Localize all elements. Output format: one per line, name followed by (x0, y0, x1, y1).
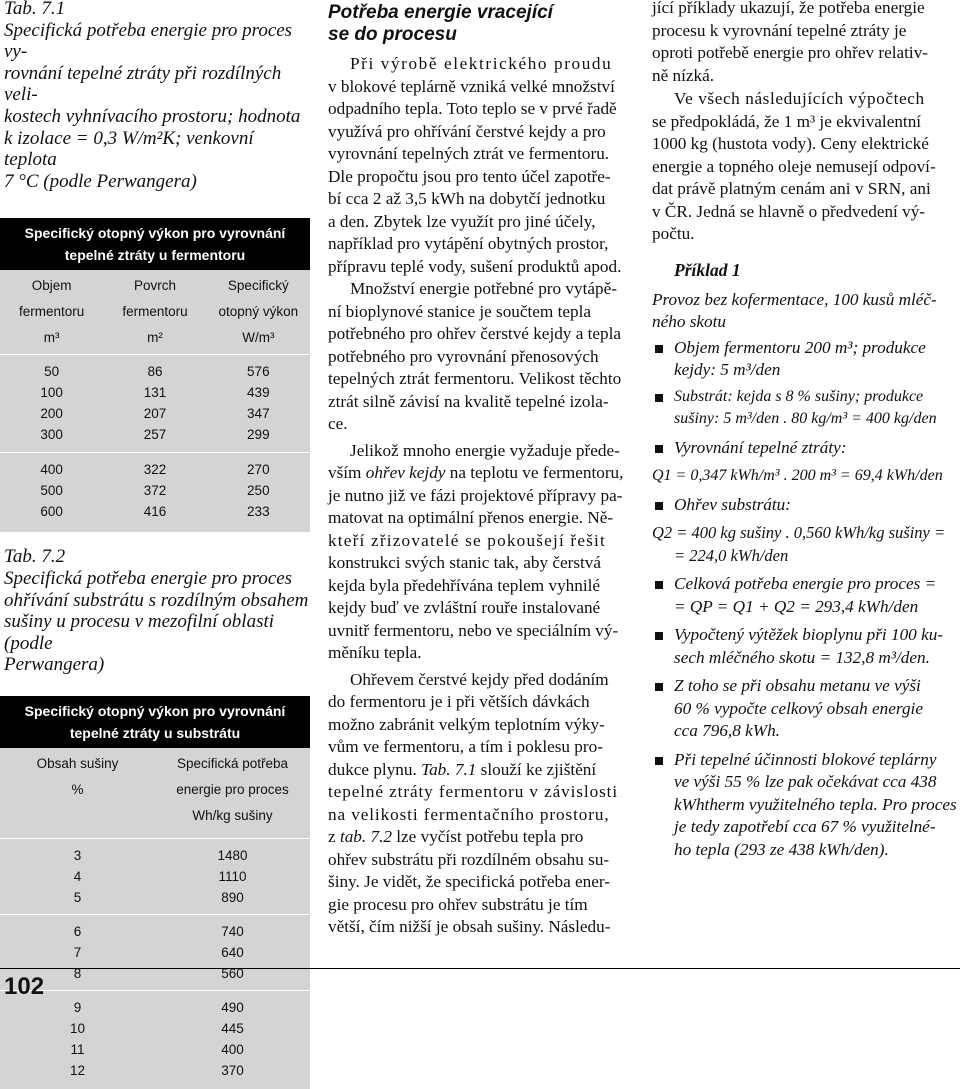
header-text: Specifický (227, 278, 289, 294)
table2-title-line: Specifický otopný výkon pro vyrovnání (24, 702, 286, 719)
text-line: Při výrobě elektrického proudu (350, 54, 613, 73)
header-text: Objem (31, 278, 72, 294)
header-unit: Wh/kg sušiny (192, 807, 273, 823)
table-reference: tab. 7.2 (339, 827, 392, 846)
text-line: energie a topného oleje nemusejí odpoví- (652, 156, 936, 176)
formula-q2 (652, 522, 960, 567)
text-line: Ohřevem čerstvé kejdy před dodáním (350, 669, 609, 689)
cell: 207 (143, 406, 167, 422)
cell: 250 (247, 483, 270, 499)
cell: 1480 (217, 847, 248, 863)
text-line: vyrovnání tepelných ztrát ve fermentoru. (328, 144, 610, 163)
text-line: tepelné ztráty fermentoru v závislosti (328, 782, 619, 801)
formula-q1: Q1 = 0,347 kWh/m³ . 200 m³ = 69,4 kWh/den (652, 467, 943, 484)
text-line (328, 759, 634, 782)
col-values (103, 361, 206, 445)
text-line: cca 796,8 kWh. (674, 721, 780, 740)
bullet-total-energy (652, 573, 960, 618)
text-line: přípravu teplé vody, sušení produktů apod. (328, 256, 622, 276)
text-line: ohřev substrátu při rozdílném obsahu su- (328, 849, 610, 869)
text-line: = 224,0 kWh/den (674, 545, 789, 565)
text-line: měníku tepla. (328, 643, 422, 662)
text-line: Jelikož mnoho energie vyžaduje přede- (350, 440, 620, 460)
cell: 600 (40, 504, 63, 520)
text-span: na teplotu ve fermentoru, (445, 463, 624, 482)
table1-header (0, 270, 310, 355)
text-line: využívá pro ohřívání čerstvé kejdy a pro (328, 121, 606, 141)
table1 (0, 218, 310, 532)
bullet-biogas-yield (652, 624, 960, 669)
table1-caption-number: Tab. 7.1 (4, 0, 66, 19)
cell: 11 (70, 1041, 85, 1057)
table1-caption (0, 0, 310, 192)
text-line: se předpokládá, že 1 m³ je ekvivalentní (652, 111, 922, 131)
page-footer (0, 968, 960, 1005)
text-line: na velikosti fermentačního prostoru, (328, 804, 610, 824)
col-values (0, 845, 155, 908)
bullet-substrate-heating (652, 494, 960, 517)
bullet-methane (652, 675, 960, 743)
text-line: větší, čím nižší je obsah sušiny. Následu- (328, 917, 611, 936)
cell: 560 (221, 965, 244, 981)
table1-col-volume (0, 270, 103, 354)
cell: 500 (40, 483, 63, 499)
text-line: například pro vytápění obytných prostor, (328, 234, 609, 253)
emphasis: ohřev kejdy (365, 463, 446, 482)
cell: 439 (247, 385, 270, 401)
text-span: z (328, 827, 340, 846)
text-line: oproti potřebě energie pro ohřev relativ- (652, 43, 929, 62)
table2-group (0, 991, 310, 1089)
text-line: ve výši 55 % lze pak očekávat cca 438 (674, 772, 937, 791)
table2-col-drymatter (0, 748, 155, 832)
table-reference: Tab. 7.1 (421, 759, 477, 779)
text-line (328, 826, 634, 849)
bullet-chp-efficiency (652, 749, 960, 862)
cell: 4 (73, 868, 82, 884)
text-line: odpadního tepla. Toto teplo se v prvé řadě (328, 99, 617, 118)
text-line: gie procesu pro ohřev substrátu je tím (328, 894, 588, 914)
heading-line: Potřeba energie vracející (328, 2, 553, 23)
col-values (207, 459, 310, 522)
text-line: dat právě platným cenám ani v SRN, ani (652, 179, 931, 198)
text-line: tepelných ztrát fermentoru. Velikost těchto (328, 369, 622, 388)
text-line: 60 % vypočte celkový obsah energie (674, 698, 923, 718)
cell: 576 (247, 364, 270, 380)
cell: 1110 (218, 868, 247, 884)
table1-title (0, 218, 310, 270)
cell: 740 (221, 923, 244, 939)
col-values (103, 459, 206, 522)
text-line: konstrukci svých stanic tak, aby čerstvá (328, 553, 602, 572)
bullet-volume (652, 337, 960, 382)
bullet-heat-loss (652, 437, 960, 460)
continued-paragraph (652, 0, 960, 87)
table2-caption-line: Specifická potřeba energie pro proces (4, 567, 293, 589)
text-line: Ohřev substrátu: (674, 494, 791, 514)
col-values (155, 845, 310, 908)
table2-group (0, 839, 310, 915)
section-heading (328, 2, 634, 46)
text-line: matovat na optimální přenos energie. Ně- (328, 508, 614, 527)
cell: 370 (221, 1062, 244, 1078)
table1-caption-line: rovnání tepelné ztráty při rozdílných veli- (4, 62, 282, 106)
paragraph-3 (328, 440, 634, 665)
table1-caption-line: Specifická potřeba energie pro proces vy- (4, 19, 293, 63)
col-values (155, 997, 310, 1081)
text-line: do fermentoru je i při větších dávkách (328, 692, 590, 711)
table2-caption-line: ohřívání substrátu s rozdílným obsahem (4, 589, 309, 611)
cell: 12 (69, 1062, 86, 1078)
table2-header (0, 748, 310, 839)
header-unit: W/m³ (242, 330, 275, 346)
table1-group (0, 453, 310, 532)
text-line: je nutno již ve fázi projektové přípravy pa- (328, 485, 623, 505)
cell: 131 (143, 385, 167, 401)
text-line: potřebného pro vyrovnání přenosových (328, 346, 599, 366)
cell: 372 (143, 483, 167, 499)
header-text: fermentoru (19, 304, 85, 320)
text-line: Objem fermentoru 200 m³; produkce (674, 337, 926, 357)
text-line: Provoz bez kofermentace, 100 kusů mléč- (652, 289, 937, 309)
cell: 400 (221, 1041, 244, 1057)
table2-col-energy (155, 748, 310, 832)
table1-title-line: tepelné ztráty u fermentoru (64, 247, 246, 264)
text-line: v blokové teplárně vzniká velké množství (328, 76, 615, 96)
cell: 10 (69, 1020, 86, 1036)
text-line: Z toho se při obsahu metanu ve výši (674, 676, 921, 695)
header-text: energie pro proces (176, 781, 289, 797)
cell: 86 (147, 364, 163, 380)
header-text: Specifická potřeba (176, 755, 289, 771)
text-line: uvnitř fermentoru, nebo ve speciálním vý- (328, 620, 619, 640)
header-text: Povrch (133, 278, 176, 294)
cell: 890 (221, 889, 244, 905)
text-line: sech mléčného skotu = 132,8 m³/den. (674, 647, 930, 667)
cell: 490 (221, 999, 244, 1015)
text-line: kejdy: 5 m³/den (674, 360, 781, 379)
text-line: jící příklady ukazují, že potřeba energie (652, 0, 925, 17)
table2-caption-number: Tab. 7.2 (4, 546, 66, 568)
cell: 9 (73, 999, 82, 1015)
cell: 50 (44, 364, 60, 380)
table1-col-power (207, 270, 310, 354)
text-line: ho tepla (293 ze 438 kWh/den). (674, 839, 889, 859)
cell: 299 (247, 427, 270, 443)
text-line: kejdy buď ve zvláštní rouře instalované (328, 598, 601, 617)
page-number: 102 (4, 973, 45, 1000)
text-span: vším (328, 463, 366, 482)
text-line: Při tepelné účinnosti blokové teplárny (674, 749, 937, 769)
paragraph-4 (328, 669, 634, 939)
cell: 322 (143, 462, 167, 478)
cell: 8 (73, 965, 82, 981)
table2-caption (0, 546, 310, 676)
text-line: a den. Zbytek lze využít pro jiné účely, (328, 211, 596, 231)
text-line: kejda byla předehřívána teplem vyhnilé (328, 575, 601, 595)
text-line: Dle propočtu jsou pro tento účel zapotře- (328, 166, 611, 186)
table1-col-surface (103, 270, 206, 354)
text-line: Celková potřeba energie pro proces = (674, 574, 937, 593)
cell: 5 (73, 889, 82, 905)
bullet-substrate (652, 386, 960, 431)
table2-title-line: tepelné ztráty u substrátu (69, 724, 241, 741)
table2 (0, 696, 310, 1089)
table1-group (0, 355, 310, 453)
middle-column (328, 0, 634, 939)
paragraph-1 (328, 53, 634, 278)
table1-caption-line: k izolace = 0,3 W/m²K; venkovní teplota (4, 127, 254, 171)
cell: 6 (73, 923, 82, 939)
text-line: kWhtherm využitelného tepla. Pro proces (674, 794, 957, 814)
text-line: Ve všech následujících výpočtech (674, 89, 925, 108)
cell: 100 (40, 385, 63, 401)
text-line: bí cca 2 až 3,5 kWh na dobytčí jednotku (328, 189, 606, 208)
paragraph-2 (328, 278, 634, 436)
text-line: Q2 = 400 kg sušiny . 0,560 kWh/kg sušiny = (652, 523, 946, 542)
text-span: slouží ke zjištění (476, 759, 597, 779)
cell: 270 (247, 462, 270, 478)
cell: 200 (40, 406, 63, 422)
cell: 400 (40, 462, 63, 478)
cell: 300 (40, 427, 63, 443)
cell: 640 (221, 944, 244, 960)
right-column (652, 0, 960, 861)
text-line: ně nízká. (652, 65, 715, 85)
text-line: = QP = Q1 + Q2 = 293,4 kWh/den (674, 596, 919, 616)
cell: 3 (73, 847, 82, 863)
text-line: možno zabránit velkým teplotním výky- (328, 714, 605, 734)
example-intro (652, 289, 960, 334)
assumptions-paragraph (652, 88, 960, 246)
cell: 7 (73, 944, 82, 960)
text-span: dukce plynu. (328, 759, 422, 779)
table1-title-line: Specifický otopný výkon pro vyrovnání (24, 225, 286, 242)
text-span: lze vyčíst potřebu tepla pro (391, 827, 584, 846)
col-values (207, 361, 310, 445)
text-line: procesu k vyrovnání tepelné ztráty je (652, 20, 907, 40)
table1-caption-line: 7 °C (podle Perwangera) (4, 170, 197, 192)
text-line: Vyrovnání tepelné ztráty: (674, 437, 847, 457)
header-unit: m³ (43, 330, 60, 346)
header-text: Obsah sušiny (36, 755, 119, 771)
text-line: potřebného pro ohřev čerstvé kejdy a tepla (328, 324, 622, 343)
header-text: fermentoru (122, 304, 188, 320)
table2-title (0, 696, 310, 748)
text-line: Množství energie potřebné pro vytápě- (350, 279, 617, 298)
text-line: 1000 kg (hustota vody). Ceny elektrické (652, 134, 929, 153)
cell: 233 (247, 504, 270, 520)
col-values (0, 361, 103, 445)
table1-caption-line: kostech vyhnívacího prostoru; hodnota (4, 105, 301, 127)
col-values (0, 997, 155, 1081)
text-line (328, 462, 634, 485)
cell: 347 (247, 406, 270, 422)
text-line: sušiny: 5 m³/den . 80 kg/m³ = 400 kg/den (674, 410, 937, 427)
example-title: Příklad 1 (674, 259, 741, 280)
heading-line: se do procesu (328, 24, 457, 45)
table2-caption-line: Perwangera) (4, 654, 105, 676)
cell: 416 (143, 504, 167, 520)
text-line: kteří zřizovatelé se pokoušejí řešit (328, 530, 607, 550)
header-text: otopný výkon (218, 304, 299, 320)
header-unit: % (71, 781, 84, 797)
left-column (0, 0, 310, 1089)
text-line: ní bioplynové stanice je součtem tepla (328, 301, 591, 321)
text-line: je tedy zapotřebí cca 67 % využitelné- (674, 817, 936, 836)
header-unit: m² (147, 330, 163, 346)
text-line: ztrát silně závisí na kvalitě tepelné izola- (328, 391, 609, 411)
text-line: Substrát: kejda s 8 % sušiny; produkce (674, 387, 924, 405)
text-line: vům ve fermentoru, a tím i poklesu pro- (328, 737, 603, 756)
col-values (0, 459, 103, 522)
text-line: Vypočtený výtěžek bioplynu při 100 ku- (674, 625, 944, 644)
text-line: šiny. Je vidět, že specifická potřeba ener- (328, 872, 611, 891)
table2-caption-line: sušiny u procesu v mezofilní oblasti (podle (4, 611, 275, 654)
text-line: ce. (328, 414, 348, 433)
text-line: ného skotu (652, 312, 726, 331)
cell: 257 (143, 427, 167, 443)
cell: 445 (221, 1020, 244, 1036)
text-line: v ČR. Jedná se hlavně o předvedení vý- (652, 201, 926, 221)
text-line: počtu. (652, 224, 695, 243)
